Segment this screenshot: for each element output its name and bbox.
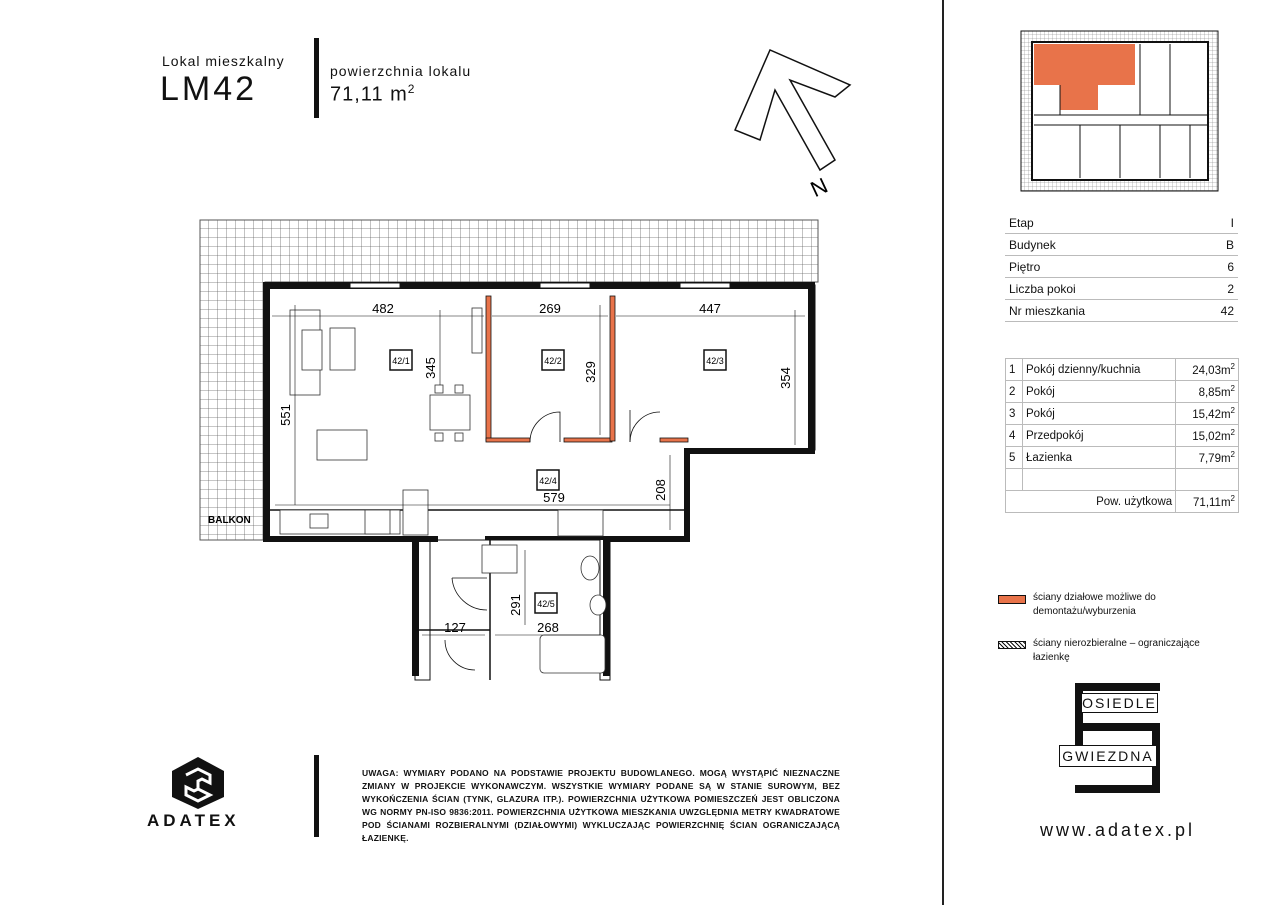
- adatex-logo-icon: [168, 755, 228, 810]
- dim-329: 329: [583, 361, 598, 383]
- legend-orange-swatch: [998, 595, 1026, 604]
- north-arrow-icon: [730, 45, 860, 205]
- room-tag-3: 42/3: [706, 356, 724, 366]
- floor-plan: [190, 210, 793, 690]
- dim-579: 579: [543, 490, 565, 505]
- room-row-empty: [1006, 469, 1239, 491]
- info-row: Etap I: [1005, 212, 1238, 234]
- rooms-table: [1005, 358, 1239, 513]
- dim-291: 291: [508, 594, 523, 616]
- room-row: 5 Łazienka $7,79m^2$: [1006, 447, 1239, 469]
- unit-type-label: Lokal mieszkalny: [162, 53, 285, 69]
- room-row: 4 Przedpokój $15,02m^2$: [1006, 425, 1239, 447]
- unit-code: LM42: [160, 70, 258, 108]
- room-tag-4: 42/4: [539, 476, 557, 486]
- dim-482: 482: [372, 301, 394, 316]
- dim-345: 345: [423, 357, 438, 379]
- panel-divider: [942, 0, 944, 905]
- room-tag-1: 42/1: [392, 356, 410, 366]
- north-label: N: [806, 172, 832, 202]
- company-name: ADATEX: [147, 811, 240, 830]
- area-value: 71,11 $m^2$: [330, 82, 416, 106]
- info-row: Liczba pokoi 2: [1005, 278, 1238, 300]
- header-bar: [314, 38, 319, 118]
- total-row: Pow. użytkowa $71,11m^2$: [1006, 491, 1239, 513]
- footer-bar: [314, 755, 319, 837]
- estate-line1: OSIEDLE: [1082, 695, 1157, 711]
- legend-orange-text: ściany działowe możliwe do demontażu/wyburzenia: [1033, 592, 1156, 617]
- estate-line2: GWIEZDNA: [1059, 745, 1157, 767]
- info-row: Budynek B: [1005, 234, 1238, 256]
- website-link[interactable]: www.adatex.pl: [1040, 820, 1196, 840]
- info-table: [1005, 212, 1238, 322]
- dim-127: 127: [444, 620, 466, 635]
- info-row: Nr mieszkania 42: [1005, 300, 1238, 322]
- balcony-label: BALKON: [208, 515, 251, 526]
- building-key-plan: [1020, 30, 1220, 193]
- dim-208: 208: [653, 479, 668, 501]
- dim-354: 354: [778, 367, 793, 389]
- area-label: powierzchnia lokalu: [330, 63, 472, 79]
- legend-hatch-swatch: [998, 641, 1026, 649]
- room-row: 1 Pokój dzienny/kuchnia $24,03m^2$: [1006, 359, 1239, 381]
- room-tag-2: 42/2: [544, 356, 562, 366]
- info-row: Piętro 6: [1005, 256, 1238, 278]
- room-tag-5: 42/5: [537, 599, 555, 609]
- dim-269: 269: [539, 301, 561, 316]
- legend-hatch-text: ściany nierozbieralne – ograniczające łazienkę: [1033, 638, 1200, 663]
- dim-551: 551: [278, 404, 293, 426]
- room-row: 3 Pokój $15,42m^2$: [1006, 403, 1239, 425]
- dim-268: 268: [537, 620, 559, 635]
- estate-logo: [1062, 683, 1160, 793]
- dim-447: 447: [699, 301, 721, 316]
- notice-text: UWAGA: WYMIARY PODANO NA PODSTAWIE PROJEKTU BUDOWLANEGO. MOGĄ WYSTĄPIĆ NIEZNACZNE ZMIANY W PROJEKCIE WYKONAWCZYM. WSZYSTKIE WYMIARY PODANE SĄ W STANIE SUROWYM, BEZ WYKOŃCZENIA ŚCIAN (TYNK, GLAZURA ITP.). POWIERZCHNIA UŻYTKOWA POMIESZCZEŃ JEST OBLICZONA WG NORMY PN-ISO 9836:2011. POWIERZCHNIA UŻYTKOWA MIESZKANIA UWZGLĘDNIA METRY KWADRATOWE POD ŚCIANAMI ROZBIERALNYMI (DZIAŁOWYMI) WYKLUCZAJĄC POWIERZCHNIĘ ŚCIAN OGRANICZAJĄCĄ ŁAZIENKĘ.: [362, 768, 840, 843]
- room-row: 2 Pokój $8,85m^2$: [1006, 381, 1239, 403]
